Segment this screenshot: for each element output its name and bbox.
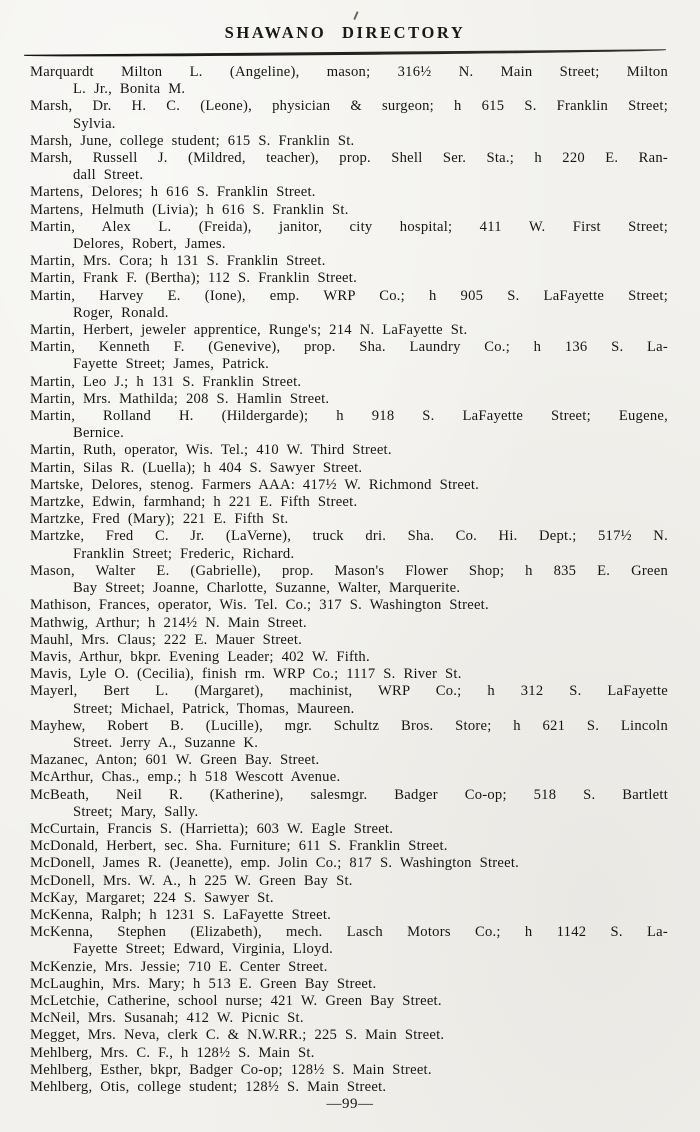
directory-entry [30, 649, 668, 666]
entry-line: Mehlberg, Otis, college student; 128½ S. Main Street. [30, 1078, 387, 1095]
directory-entry [30, 322, 668, 339]
directory-entry [30, 408, 668, 442]
entry-line: Franklin Street; Frederic, Richard. [73, 545, 295, 562]
directory-entry [30, 838, 668, 855]
entry-line: dall Street. [73, 167, 144, 184]
entry-line: Martin, Ruth, operator, Wis. Tel.; 410 W. Third Street. [30, 442, 392, 459]
directory-entry [30, 494, 668, 511]
directory-entry [30, 769, 668, 786]
directory-entries [30, 64, 668, 1096]
entry-line: Martzke, Fred (Mary); 221 E. Fifth St. [30, 511, 289, 528]
entry-line: Martin, Frank F. (Bertha); 112 S. Franklin Street. [30, 270, 357, 287]
entry-line: Mavis, Arthur, bkpr. Evening Leader; 402 W. Fifth. [30, 648, 370, 665]
entry-line: Martin, Leo J.; h 131 S. Franklin Street. [30, 373, 302, 390]
entry-line: Mavis, Lyle O. (Cecilia), finish rm. WRP Co.; 1117 S. River St. [30, 666, 462, 683]
directory-entry [30, 460, 668, 477]
directory-entry [30, 288, 668, 322]
page-title: SHAWANO DIRECTORY [224, 23, 466, 42]
entry-line: McKenzie, Mrs. Jessie; 710 E. Center Street. [30, 958, 328, 975]
entry-line: Martin, Harvey E. (Ione), emp. WRP Co.; h 905 S. LaFayette Street; [30, 287, 668, 304]
entry-line: Roger, Ronald. [73, 304, 169, 321]
entry-line: Mehlberg, Esther, bkpr, Badger Co-op; 128½ S. Main Street. [30, 1061, 432, 1078]
directory-entry [30, 597, 668, 614]
directory-entry [30, 718, 668, 752]
entry-line: McNeil, Mrs. Susanah; 412 W. Picnic St. [30, 1010, 304, 1027]
entry-line: Martske, Delores, stenog. Farmers AAA: 417½ W. Richmond Street. [30, 476, 480, 493]
directory-entry [30, 1027, 668, 1044]
directory-entry [30, 959, 668, 976]
entry-line: Mauhl, Mrs. Claus; 222 E. Mauer Street. [30, 631, 303, 648]
directory-entry [30, 339, 668, 373]
entry-line: Martzke, Fred C. Jr. (LaVerne), truck dri. Sha. Co. Hi. Dept.; 517½ N. [30, 528, 668, 545]
directory-entry [30, 890, 668, 907]
entry-line: Megget, Mrs. Neva, clerk C. & N.W.RR.; 225 S. Main Street. [30, 1027, 445, 1044]
directory-entry [30, 563, 668, 597]
directory-entry [30, 752, 668, 769]
entry-line: Marsh, Russell J. (Mildred, teacher), prop. Shell Ser. Sta.; h 220 E. Ran- [30, 150, 668, 167]
directory-entry [30, 202, 668, 219]
entry-line: Street. Jerry A., Suzanne K. [73, 734, 259, 751]
entry-line: Mehlberg, Mrs. C. F., h 128½ S. Main St. [30, 1044, 315, 1061]
entry-line: McCurtain, Francis S. (Harrietta); 603 W. Eagle Street. [30, 820, 394, 837]
entry-line: Street; Mary, Sally. [73, 803, 199, 820]
page-number: —99— [326, 1096, 374, 1112]
directory-entry [30, 64, 668, 98]
entry-line: McKenna, Stephen (Elizabeth), mech. Lasch Motors Co.; h 1142 S. La- [30, 924, 668, 941]
entry-line: Fayette Street; Edward, Virginia, Lloyd. [73, 941, 334, 958]
directory-entry [30, 374, 668, 391]
header-rule [24, 49, 666, 57]
entry-line: Marquardt Milton L. (Angeline), mason; 316½ N. Main Street; Milton [30, 64, 668, 80]
directory-entry [30, 855, 668, 872]
directory-entry [30, 1079, 668, 1096]
directory-entry [30, 976, 668, 993]
directory-entry [30, 391, 668, 408]
entry-line: Bernice. [73, 425, 125, 442]
entry-line: McLetchie, Catherine, school nurse; 421 W. Green Bay Street. [30, 992, 442, 1009]
entry-line: Mayerl, Bert L. (Margaret), machinist, WRP Co.; h 312 S. LaFayette [30, 683, 668, 700]
directory-entry [30, 528, 668, 562]
directory-entry [30, 666, 668, 683]
entry-line: Sylvia. [73, 115, 116, 132]
entry-line: Martin, Alex L. (Freida), janitor, city hospital; 411 W. First Street; [30, 218, 668, 235]
entry-line: Street; Michael, Patrick, Thomas, Maureen. [73, 700, 355, 717]
directory-entry [30, 993, 668, 1010]
directory-entry [30, 133, 668, 150]
entry-line: McDonell, Mrs. W. A., h 225 W. Green Bay St. [30, 872, 353, 889]
directory-entry [30, 98, 668, 132]
directory-entry [30, 787, 668, 821]
directory-entry [30, 442, 668, 459]
directory-entry [30, 219, 668, 253]
entry-line: Mathison, Frances, operator, Wis. Tel. Co.; 317 S. Washington Street. [30, 597, 489, 614]
entry-line: Delores, Robert, James. [73, 236, 226, 253]
directory-entry [30, 907, 668, 924]
entry-line: Martens, Delores; h 616 S. Franklin Street. [30, 184, 316, 201]
entry-line: Mayhew, Robert B. (Lucille), mgr. Schultz Bros. Store; h 621 S. Lincoln [30, 717, 668, 734]
directory-entry [30, 270, 668, 287]
entry-line: Martzke, Edwin, farmhand; h 221 E. Fifth Street. [30, 494, 358, 511]
entry-line: Bay Street; Joanne, Charlotte, Suzanne, Walter, Marquerite. [73, 580, 461, 597]
entry-line: McKenna, Ralph; h 1231 S. LaFayette Street. [30, 906, 332, 923]
directory-entry [30, 1010, 668, 1027]
entry-line: Martin, Herbert, jeweler apprentice, Runge's; 214 N. LaFayette St. [30, 322, 468, 339]
entry-line: McBeath, Neil R. (Katherine), salesmgr. Badger Co-op; 518 S. Bartlett [30, 786, 668, 803]
entry-line: Martin, Silas R. (Luella); h 404 S. Sawyer Street. [30, 459, 363, 476]
entry-line: McLaughin, Mrs. Mary; h 513 E. Green Bay Street. [30, 975, 377, 992]
entry-line: Martin, Mrs. Mathilda; 208 S. Hamlin Street. [30, 390, 330, 407]
entry-line: Martin, Rolland H. (Hildergarde); h 918 S. LaFayette Street; Eugene, [30, 408, 668, 425]
directory-entry [30, 253, 668, 270]
entry-line: Martin, Mrs. Cora; h 131 S. Franklin Street. [30, 253, 326, 270]
directory-entry [30, 632, 668, 649]
directory-entry [30, 1045, 668, 1062]
directory-entry [30, 184, 668, 201]
directory-entry [30, 150, 668, 184]
directory-entry [30, 924, 668, 958]
entry-line: Mazanec, Anton; 601 W. Green Bay. Street. [30, 752, 320, 769]
entry-line: Martens, Helmuth (Livia); h 616 S. Franklin St. [30, 201, 349, 218]
directory-entry [30, 511, 668, 528]
directory-entry [30, 1062, 668, 1079]
scan-artifact-mark [353, 11, 358, 20]
directory-entry [30, 615, 668, 632]
entry-line: Fayette Street; James, Patrick. [73, 356, 270, 373]
entry-line: Marsh, Dr. H. C. (Leone), physician & surgeon; h 615 S. Franklin Street; [30, 98, 668, 115]
entry-line: McKay, Margaret; 224 S. Sawyer St. [30, 889, 274, 906]
entry-line: McDonald, Herbert, sec. Sha. Furniture; 611 S. Franklin Street. [30, 838, 448, 855]
entry-line: McArthur, Chas., emp.; h 518 Wescott Avenue. [30, 769, 341, 786]
directory-entry [30, 683, 668, 717]
directory-entry [30, 873, 668, 890]
entry-line: Martin, Kenneth F. (Genevive), prop. Sha. Laundry Co.; h 136 S. La- [30, 339, 668, 356]
entry-line: Mason, Walter E. (Gabrielle), prop. Mason's Flower Shop; h 835 E. Green [30, 562, 668, 579]
entry-line: Marsh, June, college student; 615 S. Franklin St. [30, 132, 355, 149]
entry-line: Mathwig, Arthur; h 214½ N. Main Street. [30, 614, 307, 631]
directory-entry [30, 821, 668, 838]
entry-line: L. Jr., Bonita M. [73, 81, 186, 98]
directory-entry [30, 477, 668, 494]
entry-line: McDonell, James R. (Jeanette), emp. Jolin Co.; 817 S. Washington Street. [30, 855, 520, 872]
